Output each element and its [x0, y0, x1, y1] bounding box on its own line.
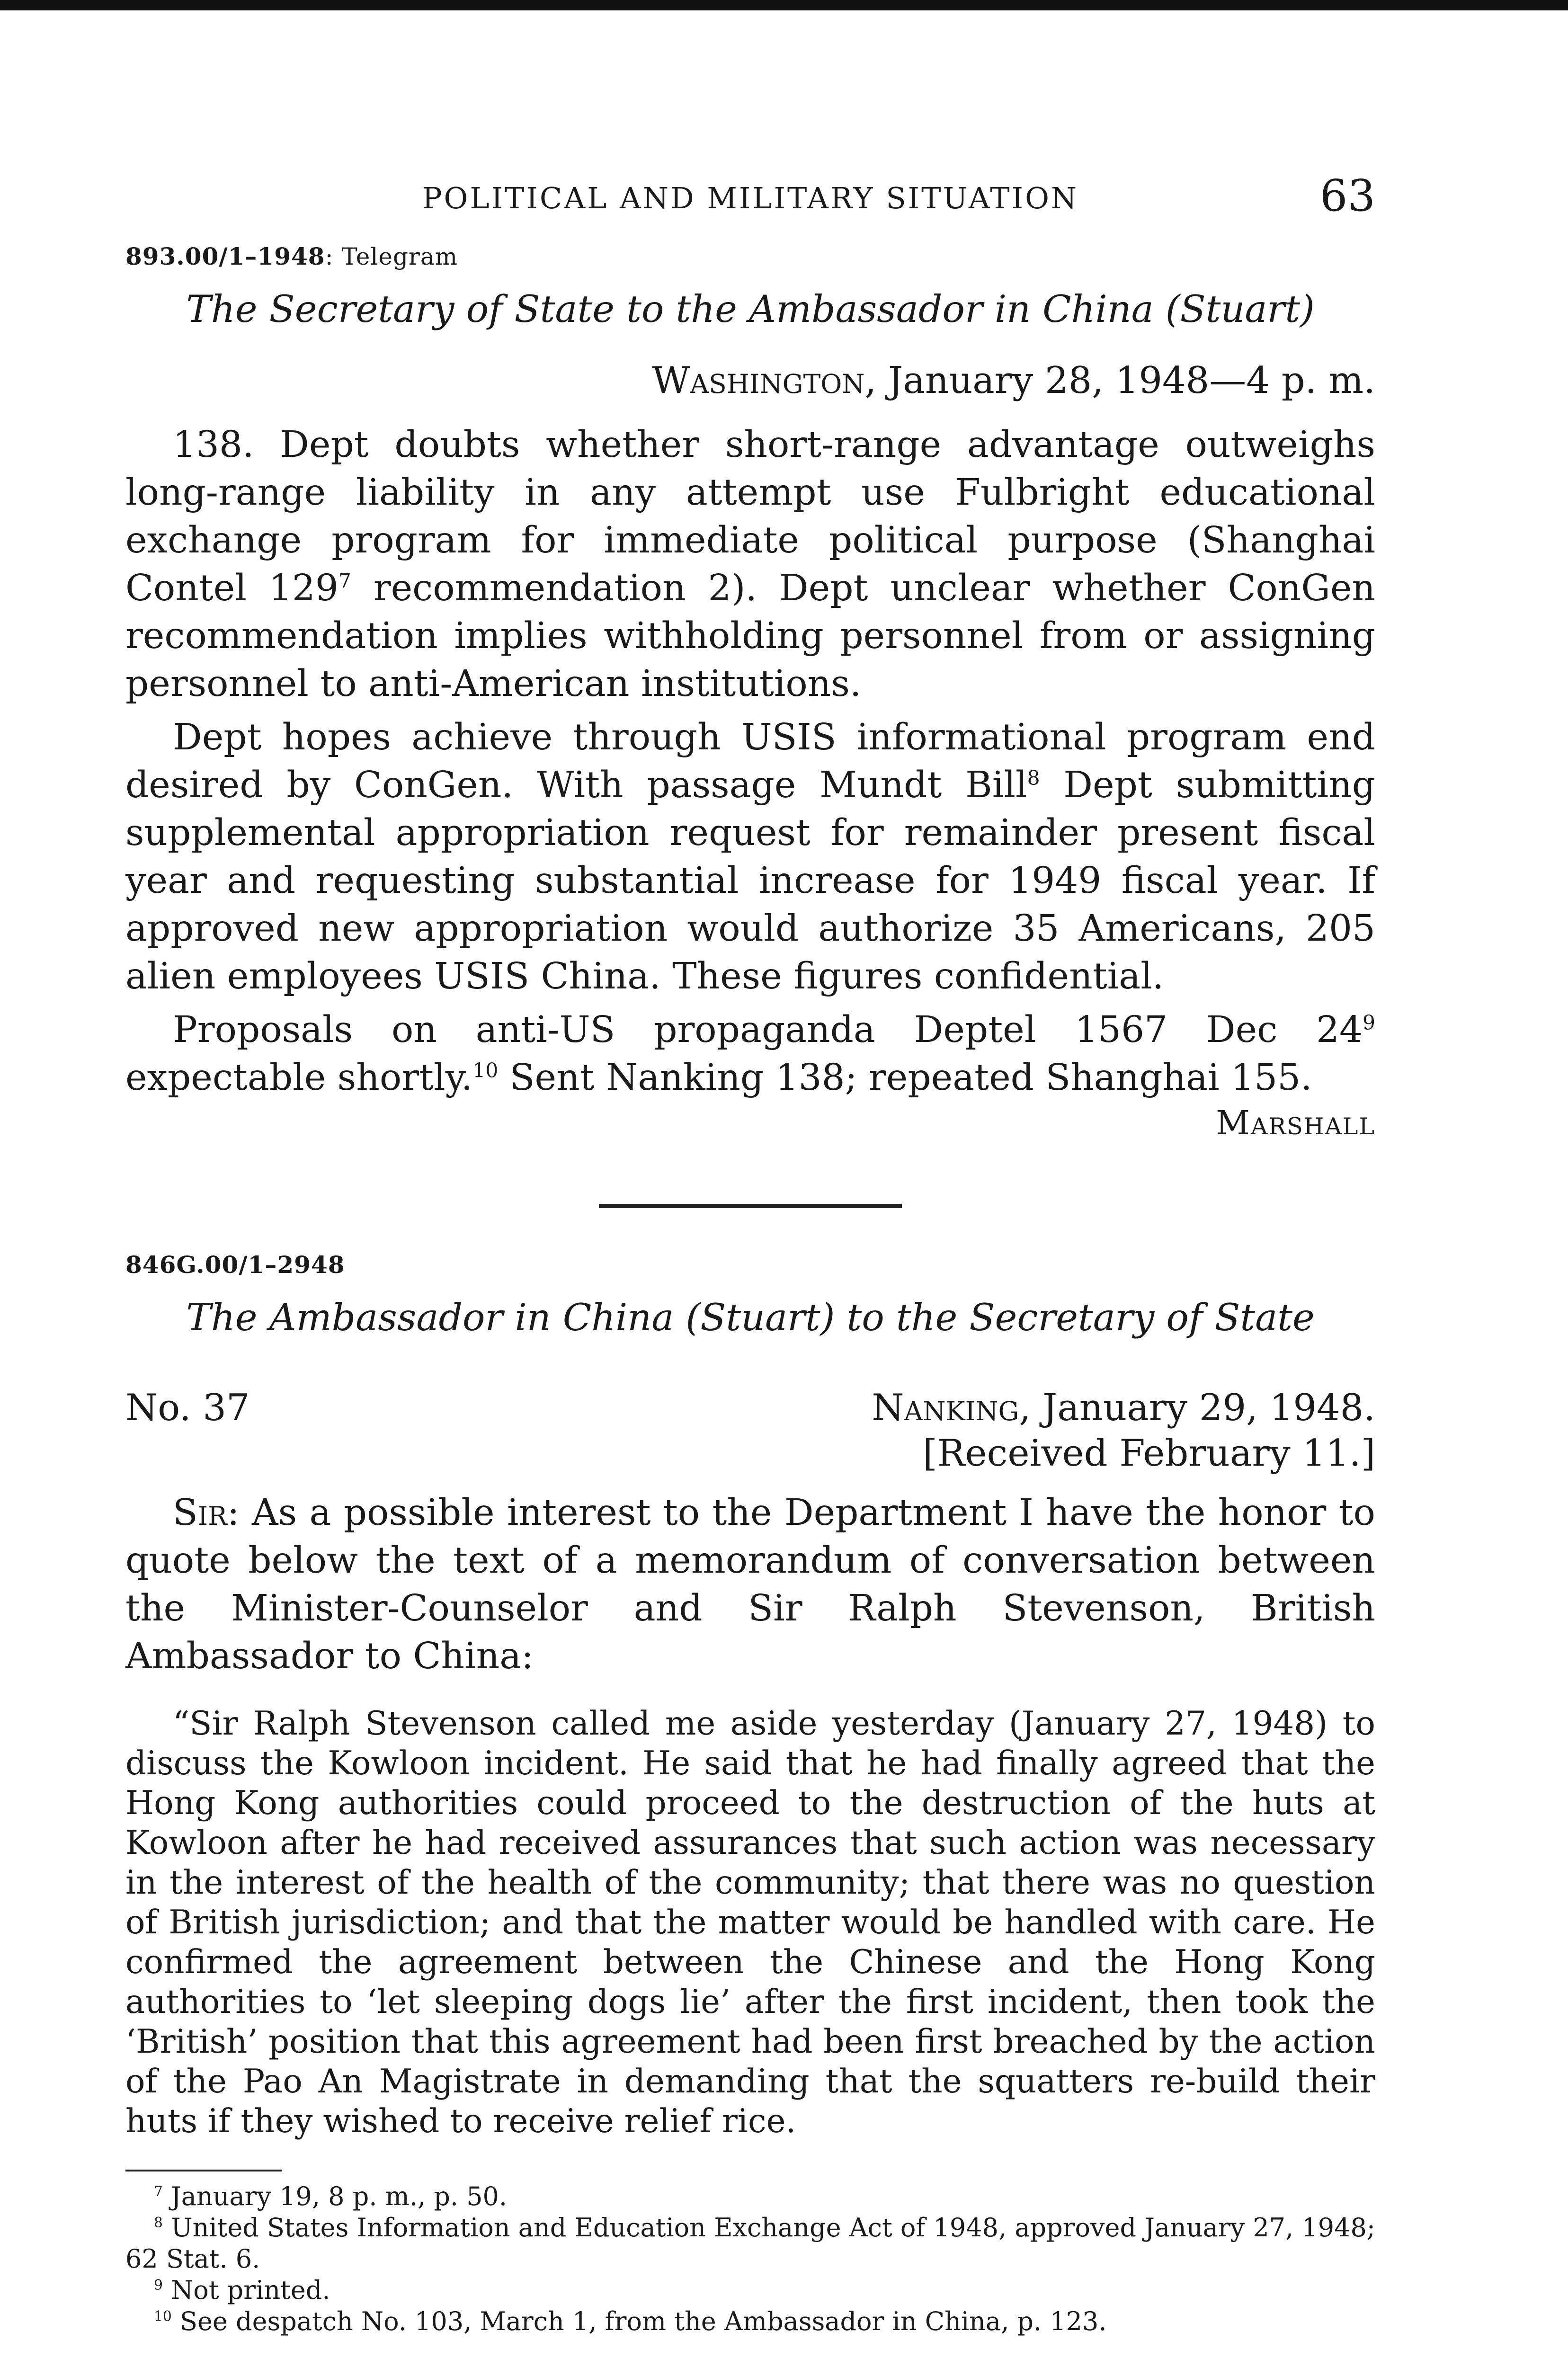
despatch-title: The Ambassador in China (Stuart) to the Secretary of State [186, 1296, 1315, 1339]
received-date: [Received February 11.] [923, 1432, 1375, 1475]
section-divider [599, 1204, 902, 1208]
footnote-text: January 19, 8 p. m., p. 50. [162, 2181, 508, 2211]
telegram-file-reference [125, 242, 1375, 270]
footnote-number: 7 [154, 2183, 163, 2200]
despatch-opening-paragraph [125, 1489, 1375, 1680]
file-ref-type: : Telegram [325, 243, 458, 270]
despatch-dateline [872, 1387, 1375, 1429]
paragraph-text: Dept hopes achieve through USIS informational program end desired by ConGen. With passage Mundt Bill [125, 716, 1375, 806]
footnote-number: 10 [154, 2308, 172, 2325]
footnote-marker: 7 [338, 569, 351, 593]
running-title: POLITICAL AND MILITARY SITUATION [422, 181, 1079, 215]
paragraph-text: recommendation 2). Dept unclear whether ConGen recommendation implies withholding personnel from or assigning personnel to anti-American institutions. [125, 567, 1375, 705]
dateline-date: January 29, 1948. [1031, 1387, 1375, 1429]
quoted-memorandum: “Sir Ralph Stevenson called me aside yesterday (January 27, 1948) to discuss the Kowloon incident. He said that he had finally agreed that the Hong Kong authorities could proceed to the destruction of the huts at Kowloon after he had received assurances that such action was necessary in the interest of the health of the community; that there was no question of British jurisdiction; and that the matter would be handled with care. He confirmed the agreement between the Chinese and the Hong Kong authorities to ‘let sleeping dogs lie’ after the first incident, then took the ‘British’ position that this agreement had been first breached by the action of the Pao An Magistrate in demanding that the squatters re-build their huts if they wished to receive relief rice. [125, 1705, 1375, 2140]
paragraph-text: 138. Dept doubts whether short-range advantage outweighs long-range liability in any attempt use Fulbright educational exchange program for immediate political purpose (Shanghai Contel 129 [125, 424, 1375, 609]
file-ref-number: 893.00/1–1948 [125, 242, 325, 270]
footnote [125, 2212, 1375, 2275]
despatch-number: No. 37 [125, 1387, 250, 1429]
footnote-marker: 10 [472, 1059, 499, 1082]
paragraph-text: Dept submitting supplemental appropriation request for remainder present fiscal year and requesting substantial increase for 1949 fiscal year. If approved new appropriation would authorize 35 Americans, 205 alien employees USIS China. These figures confidential. [125, 764, 1375, 997]
telegram-paragraph [125, 1006, 1375, 1102]
top-border-rule [0, 0, 1568, 10]
footnote [125, 2275, 1375, 2306]
footnote [125, 2306, 1375, 2337]
telegram-title: The Secretary of State to the Ambassador in China (Stuart) [186, 287, 1315, 331]
dateline-place: Washington, [652, 359, 877, 402]
footnote-text: Not printed. [162, 2275, 330, 2305]
running-head [125, 170, 1375, 222]
despatch-file-reference: 846G.00/1–2948 [125, 1251, 345, 1279]
document-page [125, 170, 1375, 2337]
page-number: 63 [1319, 170, 1375, 221]
footnotes [125, 2181, 1375, 2337]
telegram-dateline [125, 359, 1375, 402]
footnote-text: United States Information and Education Exchange Act of 1948, approved January 27, 1948; 62 Stat. 6. [125, 2213, 1375, 2274]
paragraph-text: expectable shortly. [125, 1057, 473, 1099]
paragraph-text: As a possible interest to the Department I have the honor to quote below the text of a memorandum of conversation between the Minister-Counselor and Sir Ralph Stevenson, British Ambassador to China: [125, 1492, 1375, 1677]
signature: Marshall [1216, 1103, 1375, 1142]
footnote-number: 9 [154, 2277, 163, 2294]
footnote-text: See despatch No. 103, March 1, from the Ambassador in China, p. 123. [171, 2306, 1107, 2336]
footnote [125, 2181, 1375, 2212]
telegram-paragraph [125, 713, 1375, 1000]
dateline-date: January 28, 1948—4 p. m. [876, 359, 1375, 402]
paragraph-text: Sent Nanking 138; repeated Shanghai 155. [498, 1057, 1312, 1099]
paragraph-text: Proposals on anti-US propaganda Deptel 1567 Dec 24 [173, 1009, 1363, 1051]
footnote-marker: 8 [1027, 766, 1040, 790]
despatch-number-line [125, 1387, 1375, 1434]
footnote-number: 8 [154, 2215, 163, 2231]
footnote-marker: 9 [1363, 1011, 1375, 1034]
footnote-rule [125, 2170, 282, 2171]
dateline-place: Nanking, [872, 1387, 1031, 1429]
salutation: Sir: [173, 1492, 240, 1534]
telegram-paragraph [125, 421, 1375, 708]
